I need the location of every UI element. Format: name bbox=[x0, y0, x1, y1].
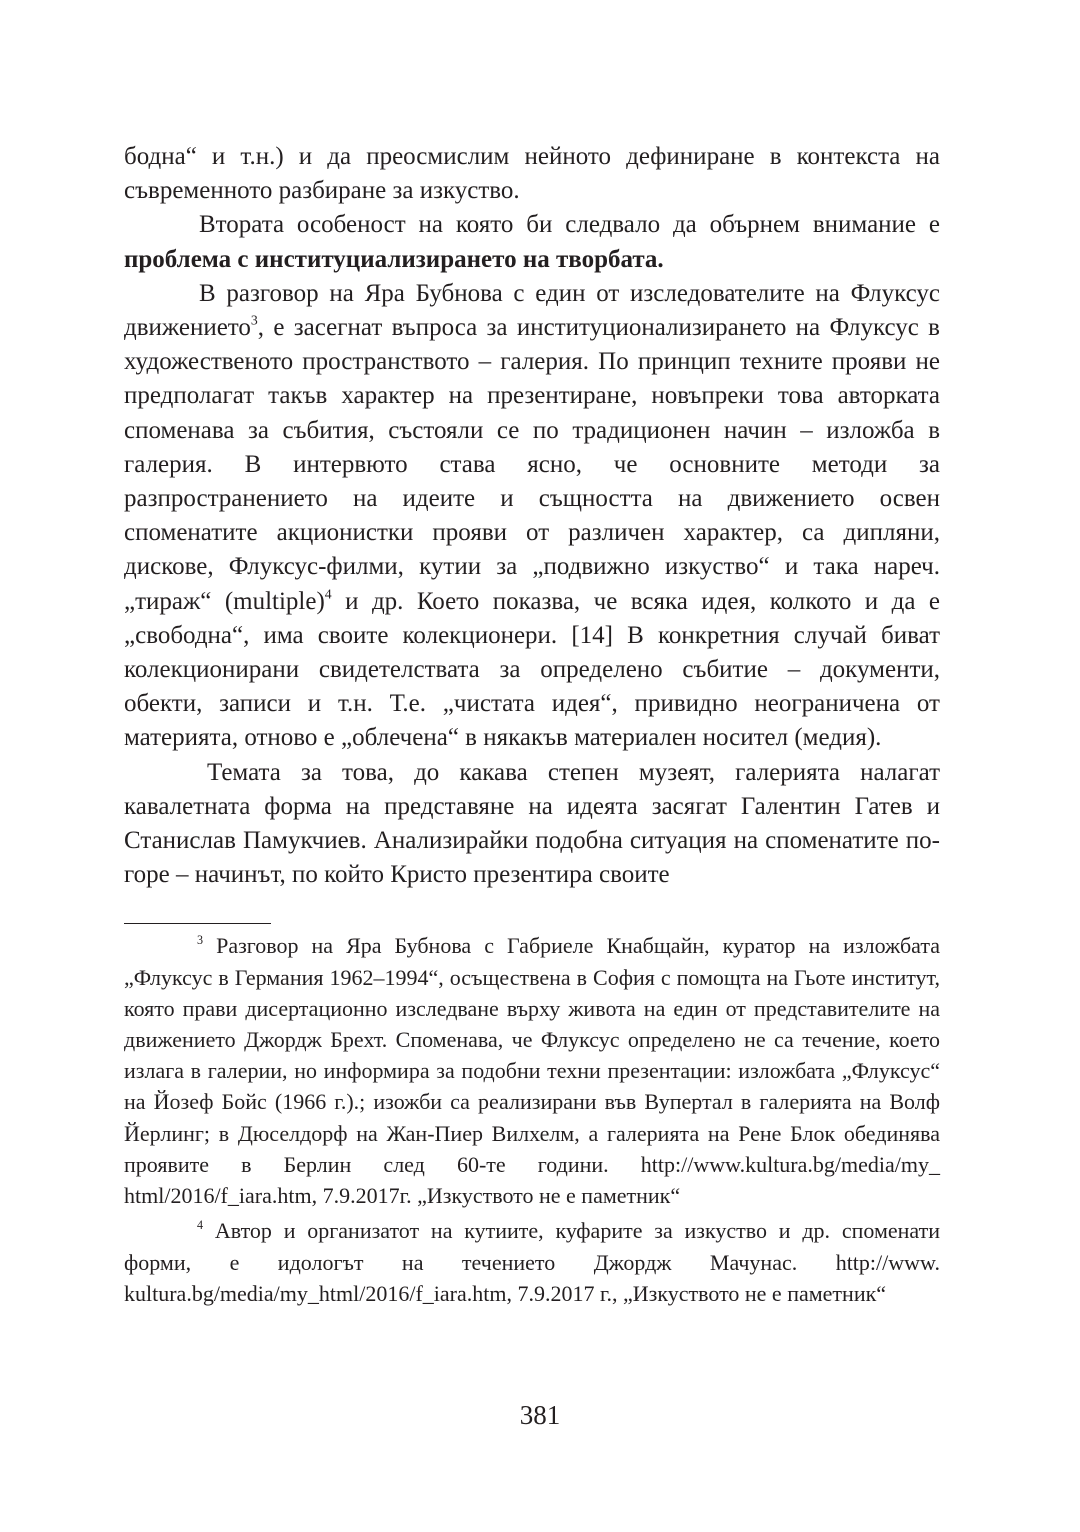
bold-emphasis: проблема с институциализирането на творбата. bbox=[124, 245, 664, 273]
page-number: 381 bbox=[519, 1400, 561, 1430]
footnote-3 bbox=[124, 930, 940, 1211]
footnote-divider bbox=[124, 923, 271, 924]
paragraph-continuation: бодна“ и т.н.) и да преосмислим нейното дефиниране в контекста на съвременното разбиране за изкуство. bbox=[124, 143, 940, 205]
footnote-number: 4 bbox=[197, 1218, 204, 1233]
paragraph-lead-text: Втората особеност на която би следвало да обърнем внимание е bbox=[199, 211, 940, 239]
footnote-ref-3[interactable]: 3 bbox=[250, 312, 258, 328]
paragraph-text: и др. Което показва, че всяка идея, колкото и да е „свободна“, има своите колекционери. [14] В конкретния случай биват колекционирани свидетелствата за определено събитие – документи, обекти, записи и т.н. Т.е. „чистата идея“, привидно неограничена от материята, отново е „облечена“ в някакъв материален носител (медия). bbox=[124, 587, 940, 752]
paragraph-second-feature bbox=[124, 208, 940, 276]
paragraph-text: В разговор на Яра Бубнова с един от изследователите на Флуксус движението bbox=[124, 279, 940, 342]
footnote-text: Автор и организатот на кутиите, куфарите за изкуство и др. споменати форми, е идологът на течението Джордж Мачунас. http://www. kultura.bg/media/my_html/2016/f_iara.htm, 7.9.2017 г., „Изкуството не е паметник“ bbox=[124, 1218, 940, 1306]
page-content bbox=[124, 140, 940, 1313]
paragraph-museum: Темата за това, до какава степен музеят, галерията налагат кавалетната форма на представяне на идеята засягат Галентин Гатев и Станислав Памукчиев. Анализирайки подобна ситуация на споменатите по-горе – начинът, по който Кристо презентира своите bbox=[124, 758, 940, 889]
paragraph-interview bbox=[124, 277, 940, 756]
footnote-ref-4[interactable]: 4 bbox=[324, 586, 332, 602]
body-text bbox=[124, 140, 940, 892]
footnotes bbox=[124, 930, 940, 1308]
footnote-number: 3 bbox=[197, 933, 204, 948]
paragraph-text: , е засегнат въпроса за институционализирането на Флуксус в художественото пространството – галерия. По принцип техните прояви не предполагат такъв характер на презентиране, новъпреки това авторката споменава за събития, състояли се по традиционен начин – изложба в галерия. В интервюто става ясно, че основните методи за разпространението на идеите и същността на движението освен споменатите акционистки прояви от различен характер, са дипляни, дискове, Флуксус-филми, кутии за „подвижно изкуство“ и така нареч. „тираж“ (multiple) bbox=[124, 314, 940, 615]
footnote-4 bbox=[124, 1215, 940, 1309]
footnote-text: Разговор на Яра Бубнова с Габриеле Кнабщайн, куратор на изложбата „Флуксус в Германия 1962–1994“, осъществена в София с помощта на Гьоте институт, която прави дисертационно изследване върху живота на един от представителите на движението Джордж Брехт. Споменава, че Флуксус определено не са течение, което излага в галерии, но информира за подобни техни презентации: изложбата „Флуксус“ на Йозеф Бойс (1966 г.).; изожби са реализирани във Вупертал в галерията на Волф Йерлинг; в Дюселдорф на Жан-Пиер Вилхелм, а галерията на Рене Блок обединява проявите в Берлин след 60-те години. http://www.kultura.bg/media/my_ html/2016/f_iara.htm, 7.9.2017г. „Изкуството не е паметник“ bbox=[124, 933, 940, 1209]
